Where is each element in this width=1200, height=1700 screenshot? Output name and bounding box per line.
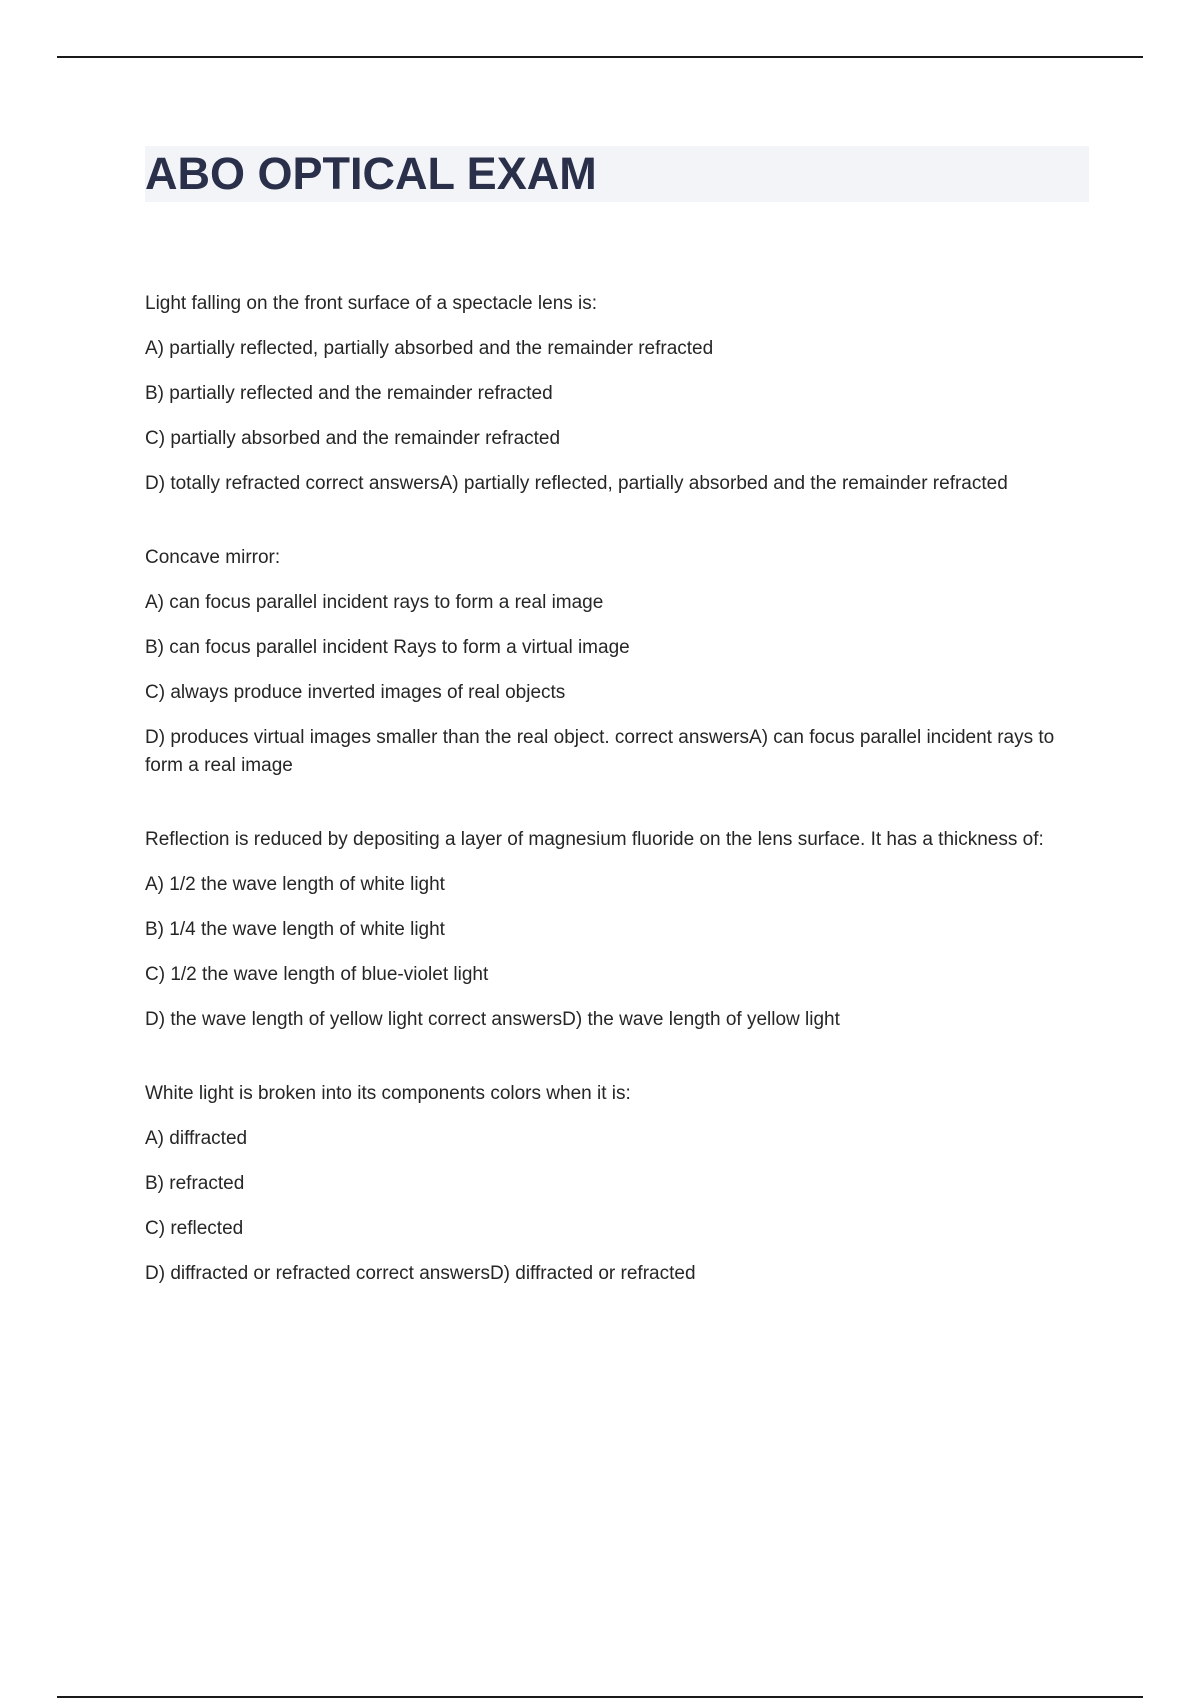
option-d-with-answer: D) totally refracted correct answersA) partially reflected, partially absorbed and the remainder refracted bbox=[145, 473, 1008, 494]
option-b: B) partially reflected and the remainder refracted bbox=[145, 383, 553, 404]
question-3 bbox=[145, 826, 1090, 1034]
page-title: ABO OPTICAL EXAM bbox=[145, 148, 597, 199]
top-rule bbox=[57, 56, 1143, 58]
question-prompt: Light falling on the front surface of a spectacle lens is: bbox=[145, 293, 598, 314]
option-c: C) partially absorbed and the remainder refracted bbox=[145, 428, 561, 449]
question-prompt: White light is broken into its components colors when it is: bbox=[145, 1083, 631, 1104]
question-2 bbox=[145, 544, 1090, 780]
bottom-rule bbox=[57, 1696, 1143, 1698]
option-c: C) 1/2 the wave length of blue-violet light bbox=[145, 964, 489, 985]
option-b: B) refracted bbox=[145, 1173, 245, 1194]
option-c: C) always produce inverted images of real objects bbox=[145, 682, 566, 703]
option-d-with-answer: D) diffracted or refracted correct answersD) diffracted or refracted bbox=[145, 1263, 696, 1284]
question-4 bbox=[145, 1080, 1090, 1288]
question-list bbox=[145, 290, 1090, 1334]
option-d-with-answer: D) produces virtual images smaller than the real object. correct answersA) can focus parallel incident rays to form a real image bbox=[145, 727, 1055, 776]
option-b: B) can focus parallel incident Rays to form a virtual image bbox=[145, 637, 630, 658]
option-a: A) partially reflected, partially absorbed and the remainder refracted bbox=[145, 338, 714, 359]
option-a: A) can focus parallel incident rays to form a real image bbox=[145, 592, 604, 613]
option-a: A) diffracted bbox=[145, 1128, 248, 1149]
option-b: B) 1/4 the wave length of white light bbox=[145, 919, 445, 940]
option-c: C) reflected bbox=[145, 1218, 244, 1239]
option-d-with-answer: D) the wave length of yellow light correct answersD) the wave length of yellow light bbox=[145, 1009, 840, 1030]
question-prompt: Reflection is reduced by depositing a layer of magnesium fluoride on the lens surface. It has a thickness of: bbox=[145, 829, 1044, 850]
option-a: A) 1/2 the wave length of white light bbox=[145, 874, 445, 895]
question-1 bbox=[145, 290, 1090, 498]
question-prompt: Concave mirror: bbox=[145, 547, 281, 568]
